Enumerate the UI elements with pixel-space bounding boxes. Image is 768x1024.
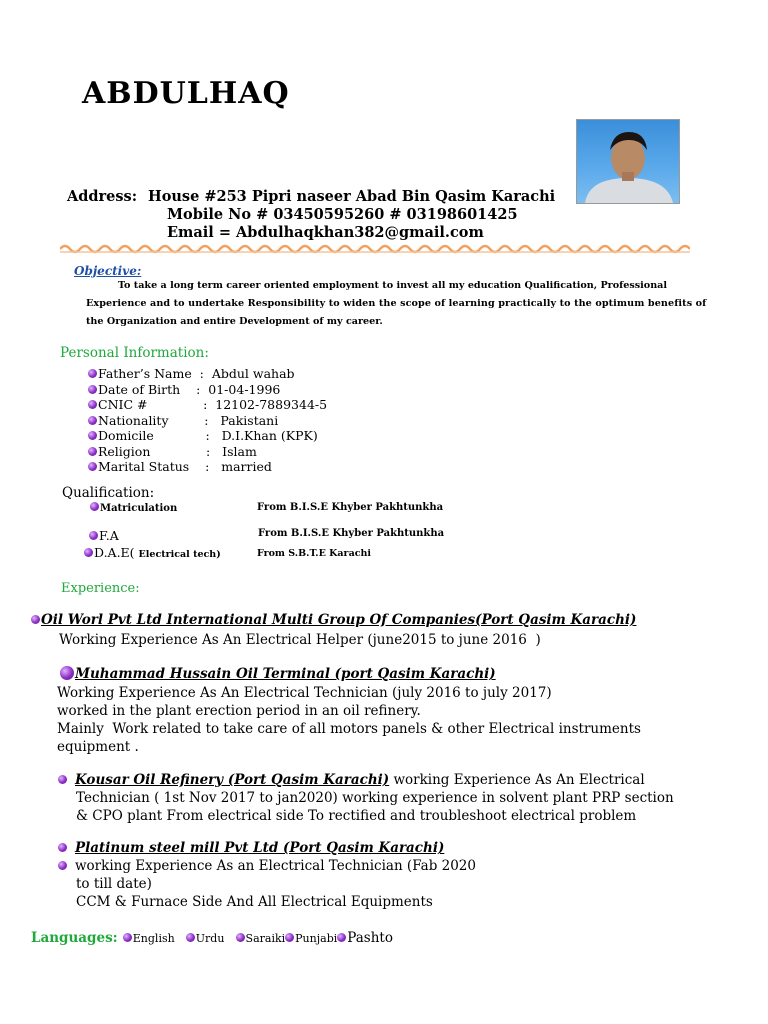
qualification-degree-3: D.A.E( Electrical tech) [84,545,221,560]
experience-title: Experience: [61,581,140,596]
languages-title: Languages: [31,930,118,946]
list-item: Date of Birth : 01-04-1996 [88,382,280,398]
bullet-icon [58,861,67,870]
language-item: Saraiki [245,932,286,945]
language-item: Urdu [195,932,225,945]
job-3-company: Kousar Oil Refinery (Port Qasim Karachi) working Experience As An Electrical [58,772,645,788]
qualification-board-3: From S.B.T.E Karachi [257,548,372,559]
bullet-icon [60,666,74,680]
objective-line-3: the Organization and entire Development of my career. [86,316,383,327]
bullet-icon [84,548,93,557]
list-item: Nationality : Pakistani [88,413,278,429]
job-2-line-2: worked in the plant erection period in an oil refinery. [57,703,421,719]
bullet-icon [88,462,97,471]
bullet-icon [88,416,97,425]
bullet-icon [88,400,97,409]
bullet-icon [88,385,97,394]
qualification-board-2: From B.I.S.E Khyber Pakhtunkha [258,528,445,539]
qualification-title: Qualification: [62,485,155,501]
address-label: Address: [67,188,138,205]
objective-line-1: To take a long term career oriented employment to invest all my education Qualification, Professional [118,280,668,291]
languages-row [31,927,393,946]
job-4-line-1: working Experience As an Electrical Technician (Fab 2020 [58,858,476,874]
personal-info-title: Personal Information: [60,345,209,361]
job-4-line-2: to till date) [76,876,152,892]
language-item: English [132,932,175,945]
mobile-line: Mobile No # 03450595260 # 03198601425 [167,206,518,223]
job-4-line-3: CCM & Furnace Side And All Electrical Equipments [76,894,433,910]
objective-title: Objective: [74,264,142,278]
list-item: Marital Status : married [88,459,272,475]
bullet-icon [58,775,67,784]
bullet-icon [88,431,97,440]
bullet-icon [89,531,98,540]
bullet-icon [58,843,67,852]
job-2-company: Muhammad Hussain Oil Terminal (port Qasim Karachi) [60,666,496,682]
job-1-company: Oil Worl Pvt Ltd International Multi Group Of Companies(Port Qasim Karachi) [31,612,636,628]
list-item: Religion : Islam [88,444,257,460]
bullet-icon [236,933,245,942]
list-item: Domicile : D.I.Khan (KPK) [88,428,318,444]
qualification-degree-2: F.A [89,528,119,543]
email-line: Email = Abdulhaqkhan382@gmail.com [167,224,484,241]
candidate-name: ABDULHAQ [82,76,290,111]
language-item: Pashto [347,930,393,946]
qualification-board-1: From B.I.S.E Khyber Pakhtunkha [257,502,444,513]
person-silhouette-icon [577,120,679,203]
job-3-line-1: Technician ( 1st Nov 2017 to jan2020) working experience in solvent plant PRP section [76,790,674,806]
list-item: CNIC # : 12102-7889344-5 [88,397,327,413]
language-item: Punjabi [295,932,338,945]
bullet-icon [186,933,195,942]
bullet-icon [123,933,132,942]
job-2-line-1: Working Experience As An Electrical Technician (july 2016 to july 2017) [57,685,552,701]
objective-line-2: Experience and to undertake Responsibility to widen the scope of learning practically to the optimum benefits of [86,298,707,309]
job-2-line-3: Mainly Work related to take care of all motors panels & other Electrical instruments [57,721,641,737]
address-value: House #253 Pipri naseer Abad Bin Qasim Karachi [148,188,556,205]
header-divider [60,242,690,256]
list-item: Father’s Name : Abdul wahab [88,366,295,382]
job-4-company: Platinum steel mill Pvt Ltd (Port Qasim Karachi) [58,840,444,856]
bullet-icon [285,933,294,942]
job-1-line-1: Working Experience As An Electrical Helper (june2015 to june 2016 ) [59,632,541,648]
bullet-icon [88,369,97,378]
bullet-icon [88,447,97,456]
job-3-line-2: & CPO plant From electrical side To rectified and troubleshoot electrical problem [76,808,637,824]
bullet-icon [90,502,99,511]
bullet-icon [337,933,346,942]
bullet-icon [31,615,40,624]
qualification-degree-1: Matriculation [90,502,177,514]
profile-photo [576,119,680,204]
job-2-line-4: equipment . [57,739,139,755]
